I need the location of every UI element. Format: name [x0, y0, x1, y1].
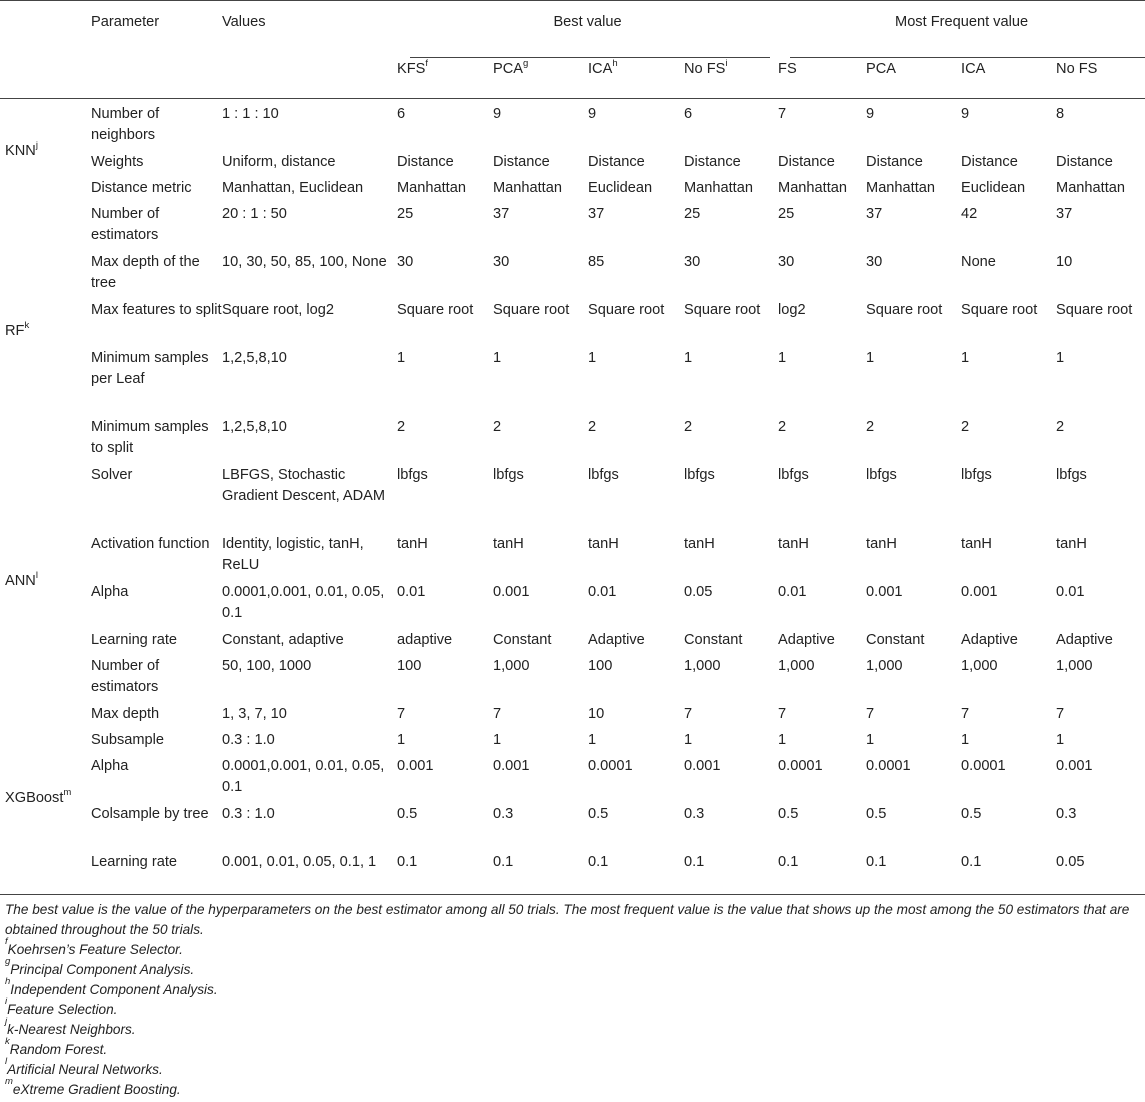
model-footnote-mark: l — [35, 570, 38, 582]
blank-header-cell — [91, 48, 222, 99]
values-cell: 50, 100, 1000 — [222, 657, 312, 674]
best-value-cell: 100 — [397, 657, 422, 674]
frequent-value-cell: 0.01 — [778, 583, 807, 600]
footnote — [5, 996, 1140, 1020]
best-value-cell: Square root — [397, 301, 474, 318]
frequent-value-cell: 2 — [1056, 418, 1065, 435]
frequent-value-cell: 7 — [866, 705, 875, 722]
model-name: KNN — [5, 142, 36, 159]
header-row-1 — [0, 1, 1145, 49]
table-row — [0, 725, 1145, 751]
parameter-cell: Learning rate — [91, 853, 178, 870]
frequent-value-cell: 0.01 — [1056, 583, 1085, 600]
parameter-cell: Number of neighbors — [91, 106, 160, 143]
table-row — [0, 799, 1145, 847]
best-value-cell: 7 — [397, 705, 406, 722]
best-col-header — [397, 48, 493, 99]
best-value-cell: Distance — [397, 153, 454, 170]
parameter-cell: Max depth of the tree — [91, 253, 200, 291]
best-value-cell: 7 — [493, 705, 502, 722]
footnote — [5, 1076, 1140, 1100]
best-value-cell: 7 — [684, 705, 693, 722]
values-cell: 1,2,5,8,10 — [222, 349, 287, 366]
best-value-cell: lbfgs — [588, 466, 619, 483]
frequent-value-cell: Distance — [1056, 153, 1113, 170]
col-label: ICA — [588, 61, 613, 77]
best-value-cell: Distance — [588, 153, 645, 170]
table-row — [0, 651, 1145, 699]
best-value-cell: Euclidean — [588, 179, 653, 196]
values-header: Values — [222, 14, 266, 30]
table-body — [0, 99, 1145, 895]
footnote-text: Independent Component Analysis. — [10, 982, 218, 997]
frequent-value-cell: 25 — [778, 205, 795, 222]
footnote-text: eXtreme Gradient Boosting. — [12, 1082, 181, 1097]
frequent-value-cell: 1,000 — [961, 657, 998, 674]
frequent-value-cell: lbfgs — [778, 466, 809, 483]
best-value-cell: 30 — [493, 253, 510, 270]
best-value-cell: 25 — [397, 205, 414, 222]
best-value-cell: Constant — [493, 631, 552, 648]
best-value-cell: 0.1 — [397, 853, 418, 870]
table-row — [0, 295, 1145, 343]
best-value-cell: 25 — [684, 205, 701, 222]
values-cell: 1 : 1 : 10 — [222, 106, 279, 122]
frequent-value-cell: 37 — [866, 205, 883, 222]
footnote-text: Feature Selection. — [7, 1002, 118, 1017]
model-label-rf — [0, 199, 91, 460]
frequent-value-cell: tanH — [961, 535, 992, 552]
col-sup: h — [612, 58, 618, 70]
table-row — [0, 751, 1145, 799]
best-value-group-label: Best value — [553, 14, 622, 30]
footnote-mark: h — [5, 976, 11, 988]
best-value-cell: 2 — [684, 418, 693, 435]
best-value-cell: 37 — [588, 205, 605, 222]
parameter-cell: Number of estimators — [91, 657, 160, 695]
values-cell: 20 : 1 : 50 — [222, 205, 287, 222]
best-value-cell: Distance — [684, 153, 741, 170]
frequent-value-cell: 0.5 — [866, 805, 887, 822]
best-value-cell: Adaptive — [588, 631, 645, 648]
values-cell: 1, 3, 7, 10 — [222, 705, 287, 722]
best-value-cell: 6 — [397, 106, 406, 122]
frequent-value-cell: Manhattan — [778, 179, 847, 196]
footnote — [5, 1036, 1140, 1060]
best-value-cell: Square root — [493, 301, 570, 318]
best-value-cell: tanH — [397, 535, 428, 552]
footnote-mark: l — [5, 1056, 8, 1068]
table-row — [0, 99, 1145, 147]
frequent-value-cell: 1 — [778, 731, 787, 748]
best-value-cell: 30 — [684, 253, 701, 270]
model-name: RF — [5, 323, 25, 339]
col-label: KFS — [397, 61, 426, 77]
frequent-value-cell: 1,000 — [1056, 657, 1093, 674]
frequent-value-cell: 1 — [778, 349, 787, 366]
frequent-value-cell: 30 — [866, 253, 883, 270]
parameter-cell: Weights — [91, 153, 144, 170]
best-value-cell: 0.001 — [493, 757, 530, 774]
parameter-cell: Solver — [91, 466, 133, 483]
frequent-value-cell: 9 — [961, 106, 970, 122]
frequent-value-cell: lbfgs — [1056, 466, 1087, 483]
frequent-value-cell: None — [961, 253, 996, 270]
best-value-cell: 1 — [684, 731, 693, 748]
freq-col-header: No FS — [1056, 61, 1098, 77]
freq-col-header: FS — [778, 61, 797, 77]
frequent-value-cell: 1,000 — [866, 657, 903, 674]
footnote-mark: j — [5, 1016, 8, 1028]
best-value-cell: 1 — [588, 731, 597, 748]
frequent-value-cell: Square root — [1056, 301, 1133, 318]
frequent-value-cell: 1 — [1056, 731, 1065, 748]
best-value-cell: 0.0001 — [588, 757, 633, 774]
best-value-cell: 0.3 — [493, 805, 514, 822]
parameter-cell: Learning rate — [91, 631, 178, 648]
footnote — [5, 956, 1140, 980]
footnote-mark: i — [5, 996, 8, 1008]
table-row — [0, 529, 1145, 577]
frequent-value-cell: lbfgs — [961, 466, 992, 483]
frequent-value-cell: 0.05 — [1056, 853, 1085, 870]
parameter-cell: Alpha — [91, 583, 129, 600]
values-cell: Square root, log2 — [222, 301, 334, 318]
best-value-cell: 1 — [397, 731, 406, 748]
best-value-cell: 0.1 — [588, 853, 609, 870]
parameter-cell: Minimum samples to split — [91, 418, 209, 456]
model-footnote-mark: m — [63, 787, 72, 799]
footnote-mark: f — [5, 936, 8, 948]
best-value-cell: 0.5 — [397, 805, 418, 822]
best-value-cell: lbfgs — [493, 466, 524, 483]
col-label: PCA — [493, 61, 524, 77]
blank-header-cell — [0, 48, 91, 99]
table-row — [0, 343, 1145, 412]
note-main: The best value is the value of the hyperparameters on the best estimator among all 50 trials. The most frequent value is the value that shows up the most among the 50 estimators that are obtained throughout the 50 trials. — [5, 902, 1130, 937]
best-value-cell: lbfgs — [684, 466, 715, 483]
frequent-value-cell: 9 — [866, 106, 875, 122]
footnote — [5, 1016, 1140, 1040]
footnote-text: k-Nearest Neighbors. — [7, 1022, 136, 1037]
values-cell: 0.0001,0.001, 0.01, 0.05, 0.1 — [222, 757, 385, 795]
best-value-cell: 9 — [493, 106, 502, 122]
best-value-cell: 1 — [588, 349, 597, 366]
model-label-knn — [0, 99, 91, 199]
best-value-cell: Square root — [588, 301, 665, 318]
frequent-value-cell: Adaptive — [778, 631, 835, 648]
parameter-cell: Max features to split — [91, 301, 222, 318]
col-label: No FS — [684, 61, 726, 77]
parameter-cell: Subsample — [91, 731, 165, 748]
table-row — [0, 247, 1145, 295]
model-header-blank — [0, 1, 91, 49]
best-group-underline — [410, 57, 770, 58]
col-sup: f — [425, 58, 429, 70]
parameter-cell: Number of estimators — [91, 205, 160, 243]
best-value-cell: 10 — [588, 705, 605, 722]
frequent-value-group-label: Most Frequent value — [895, 14, 1029, 30]
footnote-list — [5, 936, 1140, 1100]
best-col-header — [588, 48, 684, 99]
col-sup: i — [725, 58, 728, 70]
frequent-value-cell: 1 — [866, 731, 875, 748]
frequent-value-cell: 0.1 — [866, 853, 887, 870]
frequent-value-cell: 0.001 — [1056, 757, 1093, 774]
frequent-value-cell: tanH — [866, 535, 897, 552]
table-row — [0, 173, 1145, 199]
header-row-2 — [0, 48, 1145, 99]
frequent-value-cell: lbfgs — [866, 466, 897, 483]
best-value-cell: 37 — [493, 205, 510, 222]
model-footnote-mark: k — [24, 320, 30, 332]
frequent-value-cell: Square root — [961, 301, 1038, 318]
footnote-mark: g — [5, 956, 11, 968]
frequent-value-cell: 8 — [1056, 106, 1065, 122]
best-value-cell: adaptive — [397, 631, 453, 648]
footnote-text: Koehrsen’s Feature Selector. — [7, 942, 183, 957]
parameter-cell: Max depth — [91, 705, 160, 722]
values-cell: LBFGS, Stochastic Gradient Descent, ADAM — [222, 466, 386, 504]
best-value-cell: 6 — [684, 106, 693, 122]
best-value-cell: 2 — [493, 418, 502, 435]
table-row — [0, 847, 1145, 895]
best-value-cell: 1,000 — [684, 657, 721, 674]
frequent-value-cell: 0.1 — [961, 853, 982, 870]
table-notes — [5, 900, 1140, 1100]
best-value-cell: Square root — [684, 301, 761, 318]
best-value-cell: Manhattan — [493, 179, 562, 196]
frequent-value-cell: 0.3 — [1056, 805, 1077, 822]
parameter-cell: Alpha — [91, 757, 129, 774]
frequent-value-cell: 2 — [778, 418, 787, 435]
frequent-value-cell: Adaptive — [961, 631, 1018, 648]
best-value-cell: tanH — [684, 535, 715, 552]
table-row — [0, 577, 1145, 625]
best-value-cell: Manhattan — [397, 179, 466, 196]
frequent-value-cell: 0.0001 — [778, 757, 823, 774]
frequent-value-cell: 0.0001 — [961, 757, 1006, 774]
best-value-cell: 100 — [588, 657, 613, 674]
frequent-value-cell: tanH — [778, 535, 809, 552]
best-value-cell: 0.3 — [684, 805, 705, 822]
values-cell: 0.0001,0.001, 0.01, 0.05, 0.1 — [222, 583, 385, 621]
frequent-value-cell: 0.001 — [866, 583, 903, 600]
values-cell: 0.3 : 1.0 — [222, 731, 275, 748]
parameter-cell: Activation function — [91, 535, 210, 552]
best-value-cell: 1,000 — [493, 657, 530, 674]
parameter-header: Parameter — [91, 14, 160, 30]
best-value-cell: 0.1 — [493, 853, 514, 870]
frequent-value-cell: 7 — [778, 106, 787, 122]
frequent-value-cell: 7 — [961, 705, 970, 722]
blank-header-cell — [222, 48, 397, 99]
best-value-cell: 1 — [684, 349, 693, 366]
frequent-value-cell: 37 — [1056, 205, 1073, 222]
freq-col-header: PCA — [866, 61, 897, 77]
best-value-cell: 0.001 — [493, 583, 530, 600]
values-cell: 10, 30, 50, 85, 100, None — [222, 253, 387, 270]
table-row — [0, 625, 1145, 651]
frequent-value-cell: 1 — [1056, 349, 1065, 366]
footnote-mark: k — [5, 1036, 10, 1048]
table-row — [0, 199, 1145, 247]
frequent-value-cell: 42 — [961, 205, 978, 222]
model-name: XGBoost — [5, 790, 64, 807]
frequent-value-cell: 1 — [866, 349, 875, 366]
best-value-cell: 1 — [397, 349, 406, 366]
best-col-header — [684, 48, 778, 99]
model-footnote-mark: j — [35, 139, 38, 151]
best-value-cell: tanH — [588, 535, 619, 552]
frequent-value-cell: Manhattan — [866, 179, 935, 196]
best-value-cell: tanH — [493, 535, 524, 552]
footnote-text: Random Forest. — [9, 1042, 108, 1057]
best-value-cell: 0.01 — [588, 583, 617, 600]
frequent-value-cell: 0.5 — [961, 805, 982, 822]
best-value-cell: Constant — [684, 631, 743, 648]
best-value-cell: 30 — [397, 253, 414, 270]
frequent-value-cell: Adaptive — [1056, 631, 1113, 648]
frequent-value-cell: 0.1 — [778, 853, 799, 870]
footnote-mark: m — [5, 1076, 13, 1088]
table-row — [0, 699, 1145, 725]
values-cell: Constant, adaptive — [222, 631, 344, 648]
best-value-cell: 2 — [588, 418, 597, 435]
table-row — [0, 460, 1145, 529]
values-cell: 0.001, 0.01, 0.05, 0.1, 1 — [222, 853, 377, 870]
frequent-value-cell: 10 — [1056, 253, 1073, 270]
values-cell: 1,2,5,8,10 — [222, 418, 287, 435]
best-value-cell: 0.01 — [397, 583, 426, 600]
frequent-value-cell: 7 — [1056, 705, 1065, 722]
frequent-value-cell: Distance — [961, 153, 1018, 170]
freq-col-header: ICA — [961, 61, 986, 77]
parameter-cell: Colsample by tree — [91, 805, 209, 822]
parameter-cell: Minimum samples per Leaf — [91, 349, 209, 387]
best-value-cell: 0.001 — [684, 757, 721, 774]
best-value-cell: 0.05 — [684, 583, 713, 600]
best-value-cell: 1 — [493, 731, 502, 748]
footnote-text: Artificial Neural Networks. — [7, 1062, 163, 1077]
best-value-cell: lbfgs — [397, 466, 428, 483]
best-value-group-header — [397, 1, 778, 49]
frequent-value-cell: Distance — [866, 153, 923, 170]
frequent-value-cell: 1 — [961, 349, 970, 366]
model-label-ann — [0, 460, 91, 699]
frequent-value-cell: Distance — [778, 153, 835, 170]
parameter-cell: Distance metric — [91, 179, 192, 196]
best-value-cell: 2 — [397, 418, 406, 435]
table-row — [0, 412, 1145, 460]
frequent-value-cell: Square root — [866, 301, 943, 318]
freq-group-underline — [790, 57, 1145, 58]
frequent-value-group-header — [778, 1, 1145, 49]
best-value-cell: 0.001 — [397, 757, 434, 774]
footnote — [5, 1056, 1140, 1080]
best-value-cell: Manhattan — [684, 179, 753, 196]
best-value-cell: 0.1 — [684, 853, 705, 870]
values-cell: Manhattan, Euclidean — [222, 179, 364, 196]
frequent-value-cell: tanH — [1056, 535, 1087, 552]
frequent-value-cell: Manhattan — [1056, 179, 1125, 196]
model-name: ANN — [5, 573, 36, 589]
best-value-cell: 85 — [588, 253, 605, 270]
table-row — [0, 147, 1145, 173]
frequent-value-cell: 1,000 — [778, 657, 815, 674]
frequent-value-cell: 0.001 — [961, 583, 998, 600]
frequent-value-cell: 0.0001 — [866, 757, 911, 774]
frequent-value-cell: Constant — [866, 631, 925, 648]
footnote — [5, 976, 1140, 1000]
best-value-cell: 0.5 — [588, 805, 609, 822]
model-label-xgb — [0, 699, 91, 895]
footnote-text: Principal Component Analysis. — [10, 962, 195, 977]
frequent-value-cell: Euclidean — [961, 179, 1026, 196]
best-value-cell: 1 — [493, 349, 502, 366]
footnote — [5, 936, 1140, 960]
frequent-value-cell: 7 — [778, 705, 787, 722]
frequent-value-cell: 2 — [866, 418, 875, 435]
frequent-value-cell: 30 — [778, 253, 795, 270]
best-value-cell: Distance — [493, 153, 550, 170]
frequent-value-cell: 1 — [961, 731, 970, 748]
frequent-value-cell: 2 — [961, 418, 970, 435]
frequent-value-cell: log2 — [778, 301, 806, 318]
values-cell: Identity, logistic, tanH, ReLU — [222, 535, 364, 573]
values-cell: 0.3 : 1.0 — [222, 805, 275, 822]
best-col-header — [493, 48, 588, 99]
col-sup: g — [523, 58, 529, 70]
frequent-value-cell: 0.5 — [778, 805, 799, 822]
best-value-cell: 9 — [588, 106, 597, 122]
values-cell: Uniform, distance — [222, 153, 336, 170]
